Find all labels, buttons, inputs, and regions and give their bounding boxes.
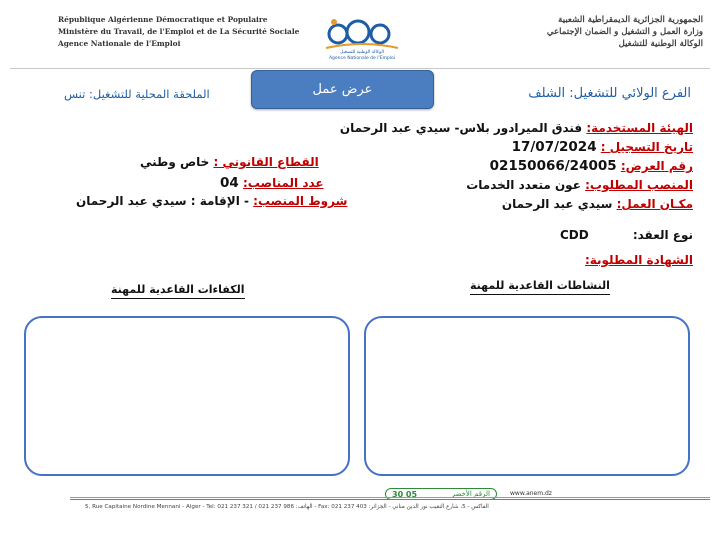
activities-title-text: النشاطات القاعدية للمهنة [470, 279, 610, 292]
workplace-value: سيدي عبد الرحمان [501, 197, 613, 211]
competencies-box [24, 316, 350, 476]
website: www.anem.dz [510, 490, 552, 497]
offer-number-row [490, 158, 693, 174]
footer-address: 5, Rue Capitaine Nordine Mennani - Alger - Tel: 021 237 321 / 021 237 986 :الهاتف - Fax: 021 237 403 :الفاكس - 5، شارع النقيب نور الدين مناني - الجزائر [85, 504, 489, 510]
employer-label: الهيئة المستخدمة: [586, 121, 693, 135]
header-ar-line: وزارة العمل و التشغيل و الضمان الإجتماعي [546, 27, 703, 37]
certificate-label: الشهادة المطلوبة: [584, 253, 693, 267]
activities-box [364, 316, 690, 476]
header-divider [10, 68, 710, 69]
competencies-title [111, 283, 245, 299]
employer-value: فندق الميرادور بلاس- سيدي عبد الرحمان [339, 121, 583, 135]
contract-label-row [633, 228, 693, 242]
green-number-label: الرقم الأخضر [451, 490, 490, 498]
footer-divider-green [70, 499, 710, 500]
contract-label: نوع العقد: [632, 228, 693, 242]
activities-underline [470, 294, 610, 295]
reg-date-row [512, 139, 693, 155]
employer-row [340, 121, 693, 135]
position-value: عون متعدد الخدمات [466, 178, 581, 192]
logo-caption [320, 50, 404, 62]
offer-number-label: رقم العرض: [620, 159, 693, 173]
certificate-row [585, 253, 693, 267]
workplace-row [502, 197, 693, 211]
logo-caption-fr: Agence Nationale de l'Emploi [328, 56, 396, 61]
positions-count-value: 04 [220, 175, 239, 191]
conditions-label: شروط المنصب: [253, 194, 348, 208]
positions-count-row [220, 175, 324, 191]
conditions-value: - الإقامة : سيدي عبد الرحمان [76, 194, 249, 208]
sector-value: خاص وطني [140, 155, 210, 169]
sector-label: القطاع القانوني : [213, 155, 319, 169]
green-number: 30 05 [392, 489, 418, 499]
conditions-row [76, 194, 347, 208]
reg-date-label: تاريخ التسجيل : [600, 140, 693, 154]
header-arabic [413, 14, 703, 50]
sector-row [140, 155, 319, 169]
footer-divider [70, 497, 710, 498]
activities-title [470, 279, 610, 295]
offer-number-value: 02150066/24005 [489, 158, 617, 174]
position-row [466, 178, 693, 192]
logo-caption-ar: الوكالة الوطنية للتشغيل [340, 50, 384, 55]
header-fr-line: République Algérienne Démocratique et Populaire [58, 15, 268, 24]
header-ar-line: الجمهورية الجزائرية الديمقراطية الشعبية [558, 15, 703, 25]
position-label: المنصب المطلوب: [585, 178, 693, 192]
competencies-underline [111, 298, 245, 299]
offer-title: عرض عمل [312, 82, 373, 97]
positions-count-label: عدد المناصب: [242, 176, 324, 190]
branch-office: الفرع الولائي للتشغيل: الشلف [528, 86, 691, 101]
contract-value: CDD [560, 228, 589, 242]
header-ar-line: الوكالة الوطنية للتشغيل [618, 39, 703, 49]
header-french [58, 14, 308, 50]
reg-date-value: 17/07/2024 [511, 139, 597, 155]
local-annex: الملحقة المحلية للتشغيل: تنس [64, 87, 210, 101]
competencies-title-text: الكفاءات القاعدية للمهنة [111, 283, 245, 296]
header-fr-line: Agence Nationale de l'Emploi [58, 39, 181, 48]
header-fr-line: Ministère du Travail, de l'Emploi et de La Sécurité Sociale [58, 27, 300, 36]
workplace-label: مكـان العمل: [616, 197, 693, 211]
offer-title-box [251, 70, 434, 109]
